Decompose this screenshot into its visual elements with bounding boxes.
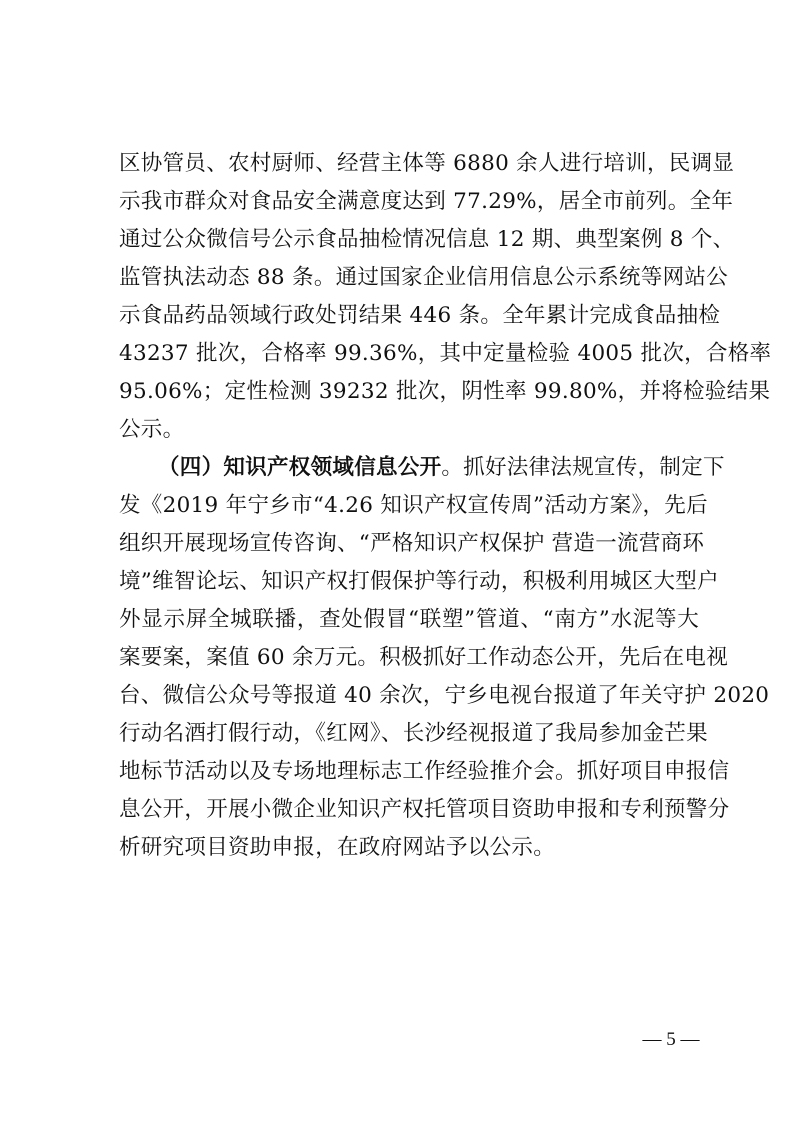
paragraph-line: 公示。 [119, 417, 185, 442]
section-first-line [158, 451, 725, 485]
paragraph-line: 境”维智论坛、知识产权打假保护等行动，积极利用城区大型户 [119, 569, 719, 594]
paragraph-line: 息公开，开展小微企业知识产权托管项目资助申报和专利预警分 [119, 797, 730, 822]
paragraph-line: 区协管员、农村厨师、经营主体等 6880 余人进行培训，民调显 [119, 151, 735, 176]
paragraph-line: 发《2019 年宁乡市“4.26 知识产权宣传周”活动方案》，先后 [119, 493, 708, 518]
paragraph-line: 行动名酒打假行动，《红网》、长沙经视报道了我局参加金芒果 [119, 721, 708, 746]
paragraph-line: 示食品药品领域行政处罚结果 446 条。全年累计完成食品抽检 [119, 303, 721, 328]
paragraph-line: 通过公众微信号公示食品抽检情况信息 12 期、典型案例 8 个、 [119, 227, 735, 252]
paragraph-line: 43237 批次，合格率 99.36%，其中定量检验 4005 批次，合格率 [119, 341, 772, 366]
page-number: — 5 — [642, 1029, 700, 1050]
paragraph-line: 地标节活动以及专场地理标志工作经验推介会。抓好项目申报信 [119, 759, 730, 784]
section-first-line-rest: 。抓好法律法规宣传，制定下 [441, 455, 725, 480]
paragraph-line: 组织开展现场宣传咨询、“严格知识产权保护 营造一流营商环 [119, 531, 705, 556]
paragraph-line: 95.06%；定性检测 39232 批次，阴性率 99.80%，并将检验结果 [119, 379, 771, 404]
paragraph-line: 析研究项目资助申报，在政府网站予以公示。 [119, 835, 556, 860]
paragraph-line: 案要案，案值 60 余万元。积极抓好工作动态公开，先后在电视 [119, 645, 729, 670]
section-heading: （四）知识产权领域信息公开 [158, 455, 442, 480]
paragraph-line: 示我市群众对食品安全满意度达到 77.29%，居全市前列。全年 [119, 189, 734, 214]
paragraph-line: 监管执法动态 88 条。通过国家企业信用信息公示系统等网站公 [119, 265, 729, 290]
paragraph-line: 外显示屏全城联播，查处假冒“联塑”管道、“南方”水泥等大 [119, 607, 699, 632]
paragraph-line: 台、微信公众号等报道 40 余次，宁乡电视台报道了年关守护 2020 [119, 683, 770, 708]
